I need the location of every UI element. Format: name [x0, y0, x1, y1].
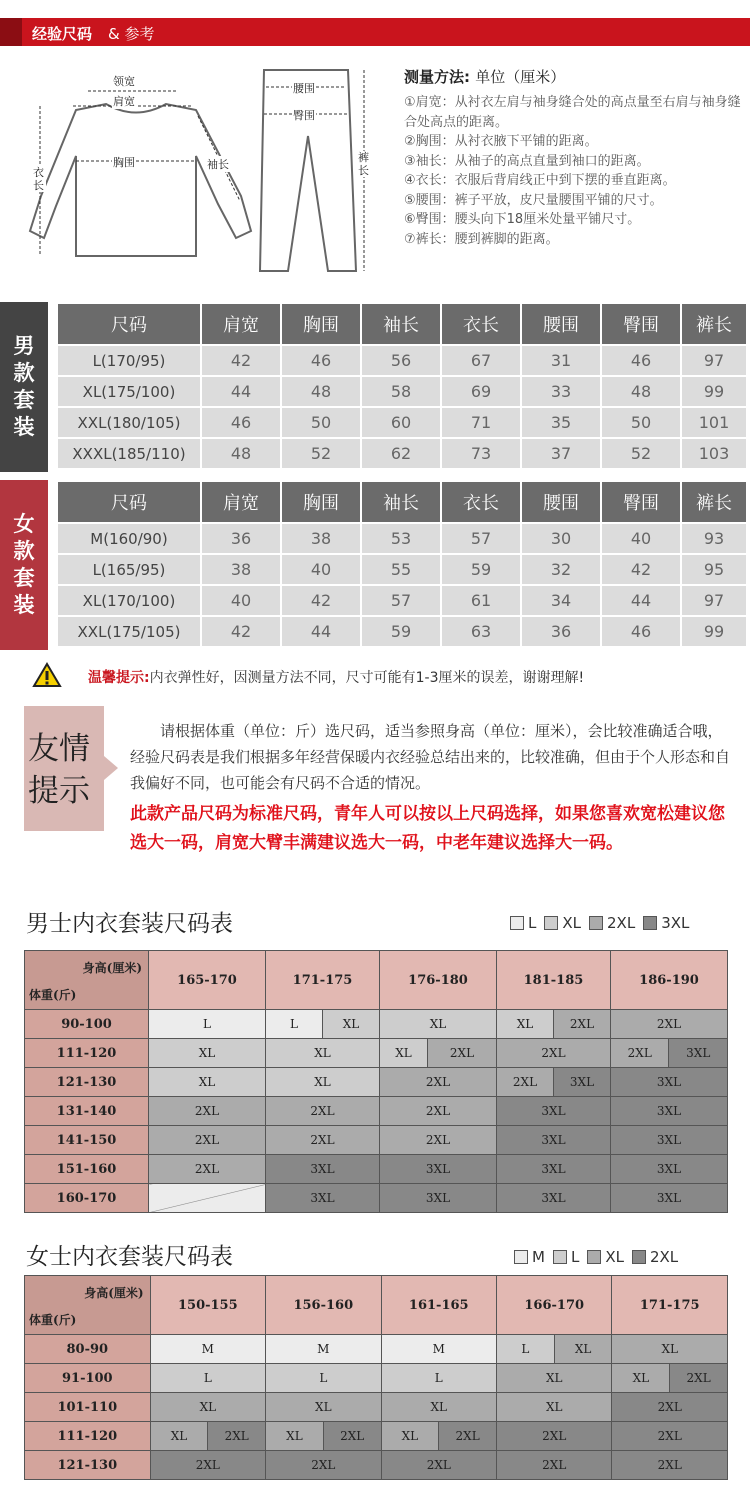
- table-row: [57, 407, 747, 438]
- size-cell: XL: [266, 1068, 380, 1097]
- tip-red-notice: 此款产品尺码为标准尺码，青年人可以按以上尺码选择，如果您喜欢宽松建议您选大一码，肩宽大臂丰满建议选大一码，中老年建议选择大一码。: [130, 804, 725, 853]
- size-cell: 2XL: [670, 1364, 728, 1393]
- size-cell: 2XL: [612, 1393, 728, 1422]
- hip-label: 臀围: [293, 109, 315, 122]
- size-cell: XL: [323, 1010, 380, 1039]
- size-cell: 3XL: [669, 1039, 728, 1068]
- table-header-cell: 衣长: [441, 303, 521, 345]
- measurement-cell: 42: [201, 616, 281, 647]
- size-cell: XL: [149, 1039, 266, 1068]
- legend-swatch: [587, 1250, 601, 1264]
- size-cell: M: [150, 1335, 265, 1364]
- warm-tip-label: 温馨提示:: [88, 670, 150, 686]
- table-header-cell: 裤长: [681, 481, 747, 523]
- collar-label: 领宽: [113, 75, 135, 88]
- table-row: [57, 616, 747, 647]
- tip-arrow: [104, 756, 118, 780]
- legend-label: 2XL: [607, 914, 636, 932]
- measurement-cell: 95: [681, 554, 747, 585]
- header-accent: [0, 18, 22, 46]
- measurement-cell: 33: [521, 376, 601, 407]
- measurement-cell: 48: [201, 438, 281, 469]
- legend-label: XL: [605, 1248, 624, 1266]
- measurement-cell: 58: [361, 376, 441, 407]
- size-cell: 3XL: [496, 1155, 610, 1184]
- size-cell: XL: [266, 1393, 381, 1422]
- size-cell: 3XL: [496, 1126, 610, 1155]
- weight-row-label: 80-90: [25, 1335, 151, 1364]
- size-cell: 2XL: [380, 1068, 497, 1097]
- legend-swatch: [514, 1250, 528, 1264]
- size-cell: XL: [381, 1393, 496, 1422]
- size-cell: L: [266, 1010, 323, 1039]
- measurement-cell: 53: [361, 523, 441, 554]
- measurement-cell: 46: [601, 616, 681, 647]
- measurement-cell: 42: [601, 554, 681, 585]
- measurement-cell: 60: [361, 407, 441, 438]
- warm-tip: [30, 662, 730, 692]
- legend-swatch: [544, 916, 558, 930]
- method-item: ⑦裤长：腰到裤脚的距离。: [404, 231, 559, 247]
- measurement-cell: 52: [601, 438, 681, 469]
- tip-title-line2: 提示: [28, 773, 90, 809]
- table-header-cell: 肩宽: [201, 481, 281, 523]
- corner-weight-label: 体重(斤): [29, 988, 77, 1002]
- table-header-cell: 裤长: [681, 303, 747, 345]
- chest-label: 胸围: [113, 156, 135, 169]
- pants-length-label: 裤长: [358, 151, 369, 177]
- measurement-cell: 99: [681, 616, 747, 647]
- method-title-text: 测量方法:: [404, 68, 470, 86]
- measurement-cell: 56: [361, 345, 441, 376]
- men-size-block: [0, 302, 750, 472]
- size-cell: XL: [150, 1393, 265, 1422]
- size-cell: XL: [380, 1039, 428, 1068]
- side-char: 装: [13, 415, 35, 439]
- size-cell: 3XL: [266, 1184, 380, 1213]
- table-row: [57, 523, 747, 554]
- weight-row-label: 91-100: [25, 1364, 151, 1393]
- size-cell: 2XL: [266, 1451, 381, 1480]
- measurement-cell: 37: [521, 438, 601, 469]
- size-cell: 3XL: [610, 1068, 727, 1097]
- size-label-cell: M(160/90): [57, 523, 201, 554]
- measurement-cell: 46: [201, 407, 281, 438]
- measurement-cell: 32: [521, 554, 601, 585]
- weight-row-label: 141-150: [25, 1126, 149, 1155]
- corner-height-label: 身高(厘米): [82, 961, 142, 975]
- size-cell: XL: [266, 1422, 324, 1451]
- length-label: 衣长: [33, 166, 44, 192]
- measurement-cell: 101: [681, 407, 747, 438]
- size-cell: 2XL: [149, 1097, 266, 1126]
- header-title: 经验尺码: [32, 25, 93, 43]
- measurement-cell: 52: [281, 438, 361, 469]
- side-char: 套: [13, 566, 35, 590]
- weight-row-label: 111-120: [25, 1039, 149, 1068]
- size-cell: L: [150, 1364, 265, 1393]
- measurement-cell: 48: [281, 376, 361, 407]
- table-header-cell: 臀围: [601, 481, 681, 523]
- size-cell: 2XL: [266, 1126, 380, 1155]
- legend-label: 3XL: [661, 914, 690, 932]
- side-char: 女: [13, 512, 35, 536]
- table-header-cell: 肩宽: [201, 303, 281, 345]
- weight-row-label: 121-130: [25, 1068, 149, 1097]
- size-cell: 2XL: [381, 1451, 496, 1480]
- measurement-cell: 63: [441, 616, 521, 647]
- warm-tip-body: 内衣弹性好，因测量方法不同，尺寸可能有1-3厘米的误差，谢谢理解!: [149, 670, 585, 686]
- measurement-cell: 40: [281, 554, 361, 585]
- measurement-cell: 38: [201, 554, 281, 585]
- size-label-cell: XL(170/100): [57, 585, 201, 616]
- size-label-cell: XL(175/100): [57, 376, 201, 407]
- size-cell: 2XL: [149, 1126, 266, 1155]
- size-cell: L: [266, 1364, 381, 1393]
- waist-label: 腰围: [293, 82, 315, 95]
- women-chart-title: 女士内衣套装尺码表: [26, 1244, 233, 1270]
- tip-title-line1: 友情: [28, 731, 90, 767]
- height-header: 166-170: [497, 1276, 612, 1335]
- empty-cell: [149, 1184, 266, 1213]
- size-cell: 2XL: [496, 1068, 553, 1097]
- size-cell: 2XL: [610, 1039, 668, 1068]
- size-cell: 3XL: [380, 1155, 497, 1184]
- table-header-cell: 胸围: [281, 303, 361, 345]
- measurement-cell: 30: [521, 523, 601, 554]
- measurement-method: [404, 66, 744, 249]
- measurement-cell: 59: [441, 554, 521, 585]
- measurement-cell: 57: [441, 523, 521, 554]
- corner-weight-label: 体重(斤): [29, 1313, 77, 1327]
- size-cell: M: [381, 1335, 496, 1364]
- measurement-cell: 34: [521, 585, 601, 616]
- pants-diagram: [256, 66, 374, 286]
- size-cell: XL: [149, 1068, 266, 1097]
- height-header: 176-180: [380, 951, 497, 1010]
- header-subtitle: & 参考: [108, 25, 155, 43]
- measurement-cell: 97: [681, 585, 747, 616]
- side-char: 套: [13, 388, 35, 412]
- table-row: [57, 376, 747, 407]
- measurement-cell: 38: [281, 523, 361, 554]
- method-item: ③袖长：从袖子的高点直量到袖口的距离。: [404, 153, 650, 169]
- height-header: 150-155: [150, 1276, 265, 1335]
- size-cell: 3XL: [610, 1184, 727, 1213]
- sleeve-label: 袖长: [207, 158, 229, 171]
- women-size-chart: [24, 1275, 728, 1480]
- men-side-label: [0, 302, 48, 472]
- table-header-cell: 衣长: [441, 481, 521, 523]
- size-cell: 3XL: [610, 1126, 727, 1155]
- measurement-cell: 55: [361, 554, 441, 585]
- measurement-cell: 40: [201, 585, 281, 616]
- measurement-cell: 71: [441, 407, 521, 438]
- measurement-cell: 40: [601, 523, 681, 554]
- size-cell: 2XL: [323, 1422, 381, 1451]
- size-cell: XL: [381, 1422, 439, 1451]
- method-item: ④衣长：衣服后背肩线正中到下摆的垂直距离。: [404, 173, 676, 188]
- height-header: 171-175: [612, 1276, 728, 1335]
- chart-corner: [25, 951, 149, 1010]
- size-cell: 2XL: [496, 1039, 610, 1068]
- method-item: ⑤腰围：裤子平放，皮尺量腰围平铺的尺寸。: [404, 192, 663, 208]
- method-item: ②胸围：从衬衣腋下平铺的距离。: [404, 134, 598, 149]
- table-header-cell: 臀围: [601, 303, 681, 345]
- size-cell: XL: [554, 1335, 612, 1364]
- women-chart-legend: [506, 1248, 678, 1266]
- size-cell: XL: [612, 1364, 670, 1393]
- size-cell: 2XL: [380, 1097, 497, 1126]
- weight-row-label: 90-100: [25, 1010, 149, 1039]
- measurement-cell: 69: [441, 376, 521, 407]
- size-cell: 2XL: [427, 1039, 496, 1068]
- measurement-cell: 57: [361, 585, 441, 616]
- height-header: 165-170: [149, 951, 266, 1010]
- measurement-cell: 46: [281, 345, 361, 376]
- legend-label: XL: [562, 914, 581, 932]
- size-cell: 2XL: [208, 1422, 266, 1451]
- method-unit: 单位（厘米）: [475, 68, 566, 86]
- side-char: 装: [13, 593, 35, 617]
- size-cell: L: [149, 1010, 266, 1039]
- men-size-chart: [24, 950, 728, 1213]
- size-label-cell: XXL(175/105): [57, 616, 201, 647]
- weight-row-label: 151-160: [25, 1155, 149, 1184]
- weight-row-label: 101-110: [25, 1393, 151, 1422]
- legend-swatch: [632, 1250, 646, 1264]
- table-row: [57, 438, 747, 469]
- size-label-cell: L(170/95): [57, 345, 201, 376]
- shoulder-label: 肩宽: [113, 95, 135, 108]
- weight-row-label: 111-120: [25, 1422, 151, 1451]
- table-header-cell: 袖长: [361, 481, 441, 523]
- size-cell: 3XL: [380, 1184, 497, 1213]
- size-cell: 2XL: [150, 1451, 265, 1480]
- measurement-cell: 61: [441, 585, 521, 616]
- legend-swatch: [589, 916, 603, 930]
- women-side-label: [0, 480, 48, 650]
- height-header: 181-185: [496, 951, 610, 1010]
- table-header-cell: 尺码: [57, 303, 201, 345]
- size-cell: XL: [497, 1393, 612, 1422]
- warm-tip-text: [88, 667, 584, 687]
- weight-row-label: 160-170: [25, 1184, 149, 1213]
- measurement-cell: 44: [281, 616, 361, 647]
- size-cell: 2XL: [612, 1422, 728, 1451]
- header-bar: [0, 18, 750, 46]
- size-cell: 3XL: [610, 1097, 727, 1126]
- chart-corner: [25, 1276, 151, 1335]
- side-char: 款: [13, 539, 35, 563]
- measurement-cell: 46: [601, 345, 681, 376]
- men-size-table: [56, 302, 748, 470]
- table-header-cell: 胸围: [281, 481, 361, 523]
- size-cell: 3XL: [496, 1097, 610, 1126]
- men-chart-title: 男士内衣套装尺码表: [26, 911, 233, 937]
- measurement-cell: 36: [201, 523, 281, 554]
- table-header-cell: 袖长: [361, 303, 441, 345]
- size-cell: XL: [497, 1364, 612, 1393]
- table-header-cell: 腰围: [521, 303, 601, 345]
- method-item: ⑥臀围：腰头向下18厘米处量平铺尺寸。: [404, 212, 641, 227]
- size-label-cell: XXL(180/105): [57, 407, 201, 438]
- table-header-cell: 腰围: [521, 481, 601, 523]
- measurement-cell: 62: [361, 438, 441, 469]
- measurement-cell: 31: [521, 345, 601, 376]
- method-title: [404, 66, 744, 87]
- legend-label: L: [528, 914, 537, 932]
- size-cell: 3XL: [266, 1155, 380, 1184]
- measurement-cell: 50: [281, 407, 361, 438]
- measurement-cell: 67: [441, 345, 521, 376]
- size-cell: L: [497, 1335, 555, 1364]
- method-item: ①肩宽：从衬衣左肩与袖身缝合处的高点量至右肩与袖身缝合处高点的距离。: [404, 95, 741, 130]
- size-cell: 3XL: [553, 1068, 610, 1097]
- shirt-diagram: [28, 66, 258, 266]
- table-row: [57, 554, 747, 585]
- legend-label: L: [570, 1248, 580, 1266]
- measurement-cell: 93: [681, 523, 747, 554]
- table-row: [57, 345, 747, 376]
- height-header: 161-165: [381, 1276, 496, 1335]
- size-cell: 2XL: [380, 1126, 497, 1155]
- legend-swatch: [510, 916, 524, 930]
- measurement-cell: 44: [201, 376, 281, 407]
- weight-row-label: 131-140: [25, 1097, 149, 1126]
- tip-body: 请根据体重（单位：斤）选尺码，适当参照身高（单位：厘米），会比较准确适合哦，经验尺码表是我们根据多年经营保暖内衣经验总结出来的，比较准确，但由于个人形态和自我偏好不同，也可能会有尺码不合适的情况。: [130, 722, 731, 792]
- size-cell: XL: [150, 1422, 208, 1451]
- measurement-cell: 97: [681, 345, 747, 376]
- friendly-tip-badge: [24, 706, 104, 831]
- size-label-cell: L(165/95): [57, 554, 201, 585]
- legend-swatch: [553, 1250, 567, 1264]
- size-cell: XL: [612, 1335, 728, 1364]
- size-cell: L: [381, 1364, 496, 1393]
- side-char: 款: [13, 361, 35, 385]
- size-cell: 2XL: [439, 1422, 497, 1451]
- corner-height-label: 身高(厘米): [84, 1286, 144, 1300]
- size-cell: M: [266, 1335, 381, 1364]
- size-cell: 2XL: [612, 1451, 728, 1480]
- size-cell: 2XL: [149, 1155, 266, 1184]
- legend-label: 2XL: [649, 1248, 679, 1266]
- size-cell: 2XL: [497, 1422, 612, 1451]
- measurement-cell: 42: [201, 345, 281, 376]
- weight-row-label: 121-130: [25, 1451, 151, 1480]
- height-header: 156-160: [266, 1276, 381, 1335]
- size-cell: 2XL: [553, 1010, 610, 1039]
- women-size-block: [0, 480, 750, 650]
- size-cell: XL: [380, 1010, 497, 1039]
- measurement-cell: 99: [681, 376, 747, 407]
- warning-icon: [32, 662, 62, 688]
- measurement-cell: 44: [601, 585, 681, 616]
- measurement-cell: 48: [601, 376, 681, 407]
- measurement-cell: 36: [521, 616, 601, 647]
- size-cell: 3XL: [496, 1184, 610, 1213]
- table-header-cell: 尺码: [57, 481, 201, 523]
- measurement-cell: 42: [281, 585, 361, 616]
- men-chart-legend: [502, 914, 689, 932]
- size-cell: 3XL: [610, 1155, 727, 1184]
- side-char: 男: [13, 334, 35, 358]
- measurement-cell: 50: [601, 407, 681, 438]
- measurement-cell: 59: [361, 616, 441, 647]
- measurement-cell: 103: [681, 438, 747, 469]
- legend-swatch: [643, 916, 657, 930]
- size-label-cell: XXXL(185/110): [57, 438, 201, 469]
- women-size-table: [56, 480, 748, 648]
- table-row: [57, 585, 747, 616]
- height-header: 186-190: [610, 951, 727, 1010]
- size-cell: 2XL: [497, 1451, 612, 1480]
- legend-label: M: [532, 1248, 545, 1266]
- height-header: 171-175: [266, 951, 380, 1010]
- size-cell: XL: [496, 1010, 553, 1039]
- size-cell: 2XL: [266, 1097, 380, 1126]
- measurement-cell: 73: [441, 438, 521, 469]
- measurement-cell: 35: [521, 407, 601, 438]
- size-cell: XL: [266, 1039, 380, 1068]
- size-cell: 2XL: [610, 1010, 727, 1039]
